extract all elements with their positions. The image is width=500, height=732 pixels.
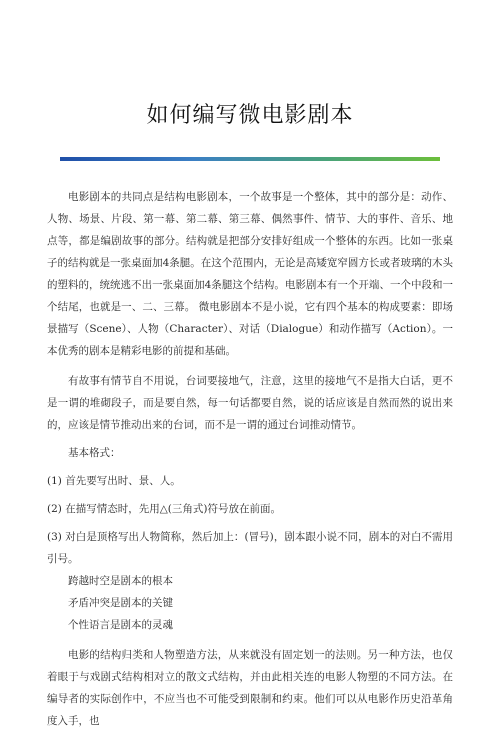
document-title: 如何编写微电影剧本	[146, 103, 354, 128]
format-item-1: (1) 首先要写出时、景、人。	[47, 475, 181, 487]
paragraph-structure: 电影剧本的共同点是结构电影剧本，一个故事是一个整体，其中的部分是：动作、人物、场景、片段、第一幕、第二幕、第三幕、偶然事件、情节、大的事件、音乐、地点等，都是编剧故事的部分。结构就是把部分安排好组成一个整体的东西。比如一张桌子的结构就是一张桌面加4条腿。在这个范围内，无论是高矮宽窄圆方长或者玻璃的木头的塑料的，统统逃不出一张桌面加4条腿这个结构。电影剧本有一个开端、一个中段和一个结尾，也就是一、二、三幕。 微电影剧本不是小说，它有四个基本的构成要素：即场景描写（Scene）、人物（Character）、对话（Dialogue）和动作描写（Action）。一本优秀的剧本是精彩电影的前提和基础。	[47, 191, 453, 357]
principle-line-1: 跨越时空是剧本的根本	[68, 575, 173, 587]
paragraph-format-heading: 基本格式：	[68, 447, 121, 459]
format-item-2: (2) 在描写情态时，先用△(三角式)符号放在前面。	[47, 503, 281, 515]
paragraph-structure-methods: 电影的结构归类和人物塑造方法，从来就没有固定划一的法则。另一种方法，也仅着眼于与戏剧式结构相对立的散文式结构，并由此相关连的电影人物塑的不同方法。在编导者的实际创作中，不应当也不可能受到限制和约束。他们可以从电影作历史沿革角度入手，也	[47, 649, 453, 727]
principle-line-2: 矛盾冲突是剧本的关键	[68, 597, 173, 609]
format-item-3: (3) 对白是顶格写出人物简称，然后加上：(冒号)，剧本跟小说不同，剧本的对白不需用引号。	[47, 531, 453, 565]
document-body	[47, 186, 453, 732]
paragraph-dialogue: 有故事有情节自不用说，台词要接地气，注意，这里的接地气不是指大白话，更不是一谓的堆砌段子，而是要自然，每一句话都要自然，说的话应该是自然而然的说出来的，应该是情节推动出来的台词，而不是一谓的通过台词推动情节。	[47, 375, 453, 431]
principle-line-3: 个性语言是剧本的灵魂	[68, 619, 173, 631]
title-divider	[60, 157, 440, 161]
